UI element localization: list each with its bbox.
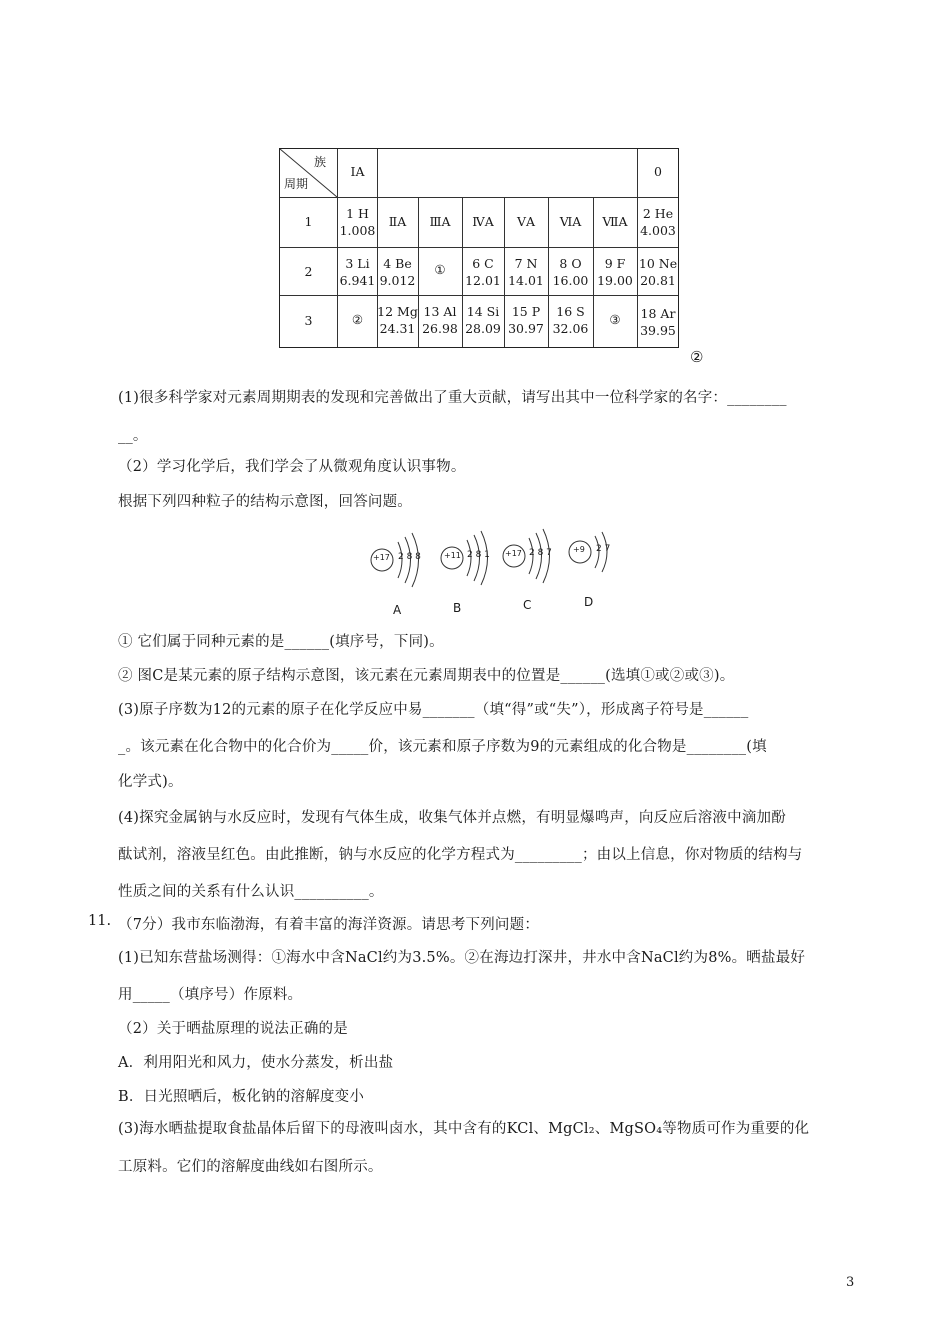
question-2-intro: （2）学习化学后，我们学会了从微观角度认识事物。	[118, 459, 466, 475]
group-label: ⅥA	[559, 214, 582, 229]
blank-mark-2: ②	[351, 312, 364, 327]
question-11-title: （7分）我市东临渤海，有着丰富的海洋资源。请思考下列问题：	[118, 917, 540, 933]
element-ne: 10 Ne 20.81	[638, 256, 678, 288]
element-o: 8 O 16.00	[552, 256, 589, 288]
page-number: 3	[846, 1275, 855, 1290]
group-label: ⅣA	[472, 214, 494, 229]
question-2-item-1: ① 它们属于同种元素的是______(填序号，下同)。	[118, 634, 444, 650]
question-11-part-1-line-1: (1)已知东营盐场测得：①海水中含NaCl约为3.5%。②在海边打深井，井水中含NaCl约为8%。晒盐最好	[118, 950, 806, 966]
period-label: 1	[304, 214, 313, 229]
element-s: 16 S 32.06	[552, 304, 589, 336]
group-label: ⅢA	[429, 214, 451, 229]
trailing-mark: ②	[690, 348, 704, 366]
element-mg: 12 Mg 24.31	[377, 304, 418, 336]
atom-a-nucleus: +17	[373, 553, 390, 562]
question-11-part-3-line-1: (3)海水晒盐提取食盐晶体后留下的母液叫卤水，其中含有的KCl、MgCl₂、MgSO₄等物质可作为重要的化	[118, 1121, 810, 1137]
question-3-line-2: _。该元素在化合物中的化合价为_____价，该元素和原子序数为9的元素组成的化合物是________(填	[118, 739, 767, 755]
question-2-item-2: ② 图C是某元素的原子结构示意图，该元素在元素周期表中的位置是______(选填①或②或③)。	[118, 668, 735, 684]
element-f: 9 F 19.00	[597, 256, 633, 288]
atom-b-nucleus: +11	[444, 551, 461, 560]
element-li: 3 Li 6.941	[339, 256, 376, 288]
element-p: 15 P 30.97	[508, 304, 544, 336]
atom-c-shells: 2 8 7	[529, 548, 552, 558]
blank-mark-3: ③	[609, 312, 621, 327]
question-3-line-3: 化学式)。	[118, 774, 183, 790]
question-2-instruction: 根据下列四种粒子的结构示意图，回答问题。	[118, 494, 412, 510]
element-h: 1 H 1.008	[339, 206, 376, 238]
atom-diagrams	[360, 518, 630, 618]
question-4-line-1: (4)探究金属钠与水反应时，发现有气体生成，收集气体并点燃，有明显爆鸣声，向反应后溶液中滴加酚	[118, 810, 786, 826]
element-ar: 18 Ar 39.95	[640, 306, 676, 338]
table-rule	[280, 247, 678, 248]
period-label: 2	[304, 264, 313, 279]
question-11-part-2: （2）关于晒盐原理的说法正确的是	[118, 1021, 348, 1037]
question-11-part-1-line-2: 用_____（填序号）作原料。	[118, 987, 303, 1003]
atom-d-nucleus: +9	[573, 545, 585, 554]
question-11-option-a: A．利用阳光和风力，使水分蒸发，析出盐	[118, 1055, 394, 1071]
col-1a: IA	[350, 164, 365, 179]
element-si: 14 Si 28.09	[465, 304, 501, 336]
period-label: 3	[304, 313, 313, 328]
atom-d-shells: 2 7	[596, 544, 611, 554]
col-0: 0	[654, 164, 662, 179]
element-be: 4 Be 9.012	[379, 256, 416, 288]
atom-b-shells: 2 8 1	[467, 550, 490, 560]
atom-b-label: B	[453, 601, 462, 615]
blank-mark-1: ①	[434, 262, 446, 277]
header-period: 周期	[284, 177, 309, 191]
atom-a-shells: 2 8 8	[398, 552, 421, 562]
question-1-line-2: __。	[118, 428, 148, 444]
group-label: ⅦA	[602, 214, 628, 229]
header-group: 族	[314, 155, 327, 169]
table-rule	[280, 197, 678, 198]
element-he: 2 He 4.003	[640, 206, 676, 238]
element-al: 13 Al 26.98	[422, 304, 458, 336]
question-3-line-1: (3)原子序数为12的元素的原子在化学反应中易_______（填“得”或“失”），形成离子符号是______	[118, 702, 749, 718]
atom-c-label: C	[523, 598, 532, 612]
atom-c-nucleus: +17	[505, 549, 522, 558]
group-label: ⅡA	[388, 214, 407, 229]
question-1-line-1: (1)很多科学家对元素周期期表的发现和完善做出了重大贡献，请写出其中一位科学家的名字：________	[118, 390, 787, 406]
question-11-number: 11.	[88, 913, 112, 929]
atom-d-label: D	[584, 595, 594, 609]
element-n: 7 N 14.01	[508, 256, 544, 288]
periodic-table	[279, 148, 679, 348]
question-11-part-3-line-2: 工原料。它们的溶解度曲线如右图所示。	[118, 1159, 383, 1175]
question-11-option-b: B．日光照晒后，板化钠的溶解度变小	[118, 1089, 365, 1105]
question-4-line-2: 酞试剂，溶液呈红色。由此推断，钠与水反应的化学方程式为_________；由以上信息，你对物质的结构与	[118, 847, 803, 863]
group-label: ⅤA	[516, 214, 536, 229]
element-c: 6 C 12.01	[465, 256, 501, 288]
question-4-line-3: 性质之间的关系有什么认识__________。	[118, 884, 384, 900]
table-rule	[280, 295, 678, 296]
atom-a-label: A	[393, 603, 402, 617]
